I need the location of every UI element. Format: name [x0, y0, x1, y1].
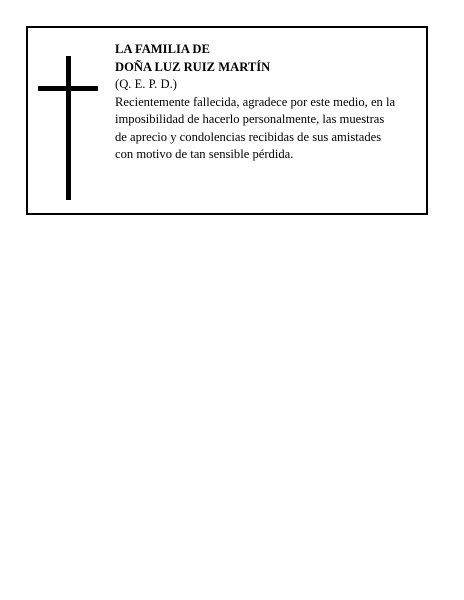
body-line-1: Recientemente fallecida, agradece por este medio, en la — [115, 94, 396, 109]
obituary-notice — [26, 26, 428, 215]
qepd-text: (Q. E. P. D.) — [115, 77, 177, 91]
body-line-4: con motivo de tan sensible pérdida. — [115, 147, 294, 161]
cross-vertical-bar — [66, 56, 71, 200]
body-line-3: de aprecio y condolencias recibidas de sus amistades — [115, 129, 382, 144]
notice-text — [115, 41, 421, 164]
heading-deceased-name: DOÑA LUZ RUIZ MARTÍN — [115, 59, 271, 74]
heading-family: LA FAMILIA DE — [115, 42, 210, 56]
cross-horizontal-bar — [38, 86, 98, 91]
latin-cross-icon — [38, 56, 98, 200]
body-line-2: imposibilidad de hacerlo personalmente, las muestras — [115, 112, 385, 126]
